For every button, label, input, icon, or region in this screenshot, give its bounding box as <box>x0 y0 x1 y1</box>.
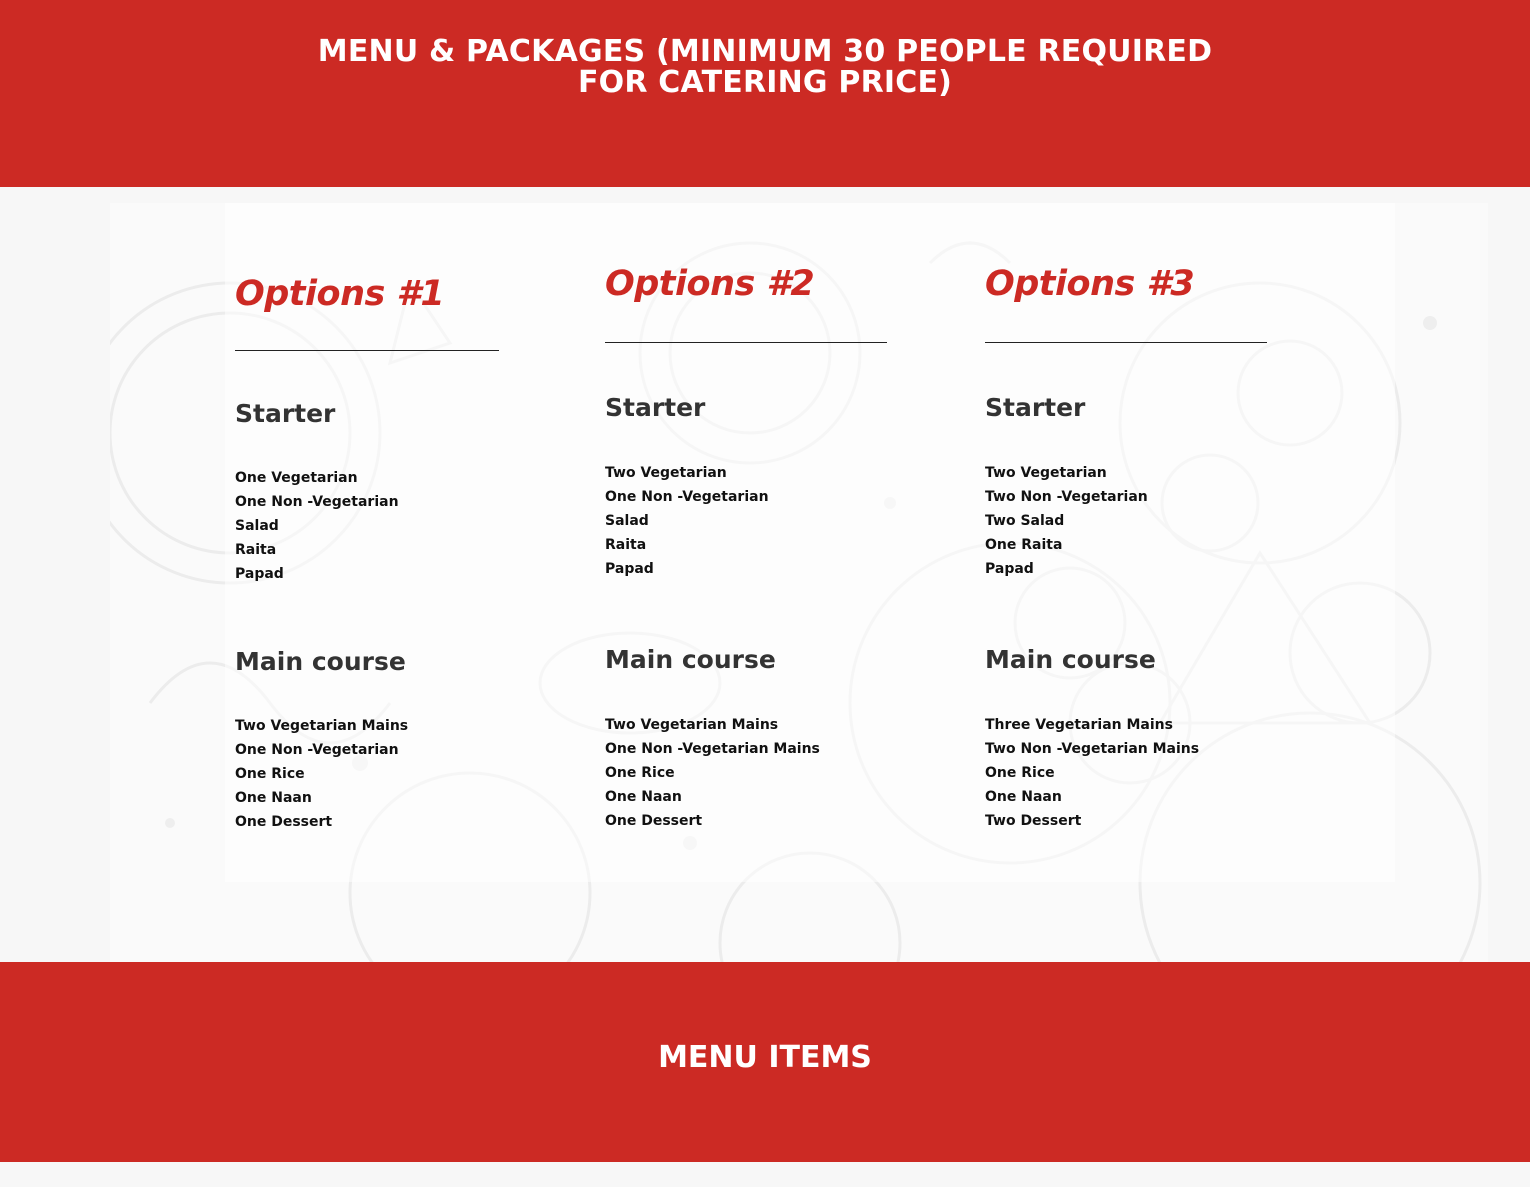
option-1-starter-heading: Starter <box>235 399 336 428</box>
option-3-starter-heading: Starter <box>985 393 1086 422</box>
option-2-main-course-heading: Main course <box>605 645 776 674</box>
list-item: One Naan <box>235 790 312 806</box>
list-item: One Dessert <box>605 813 703 829</box>
option-3-starter-list <box>985 461 1148 581</box>
list-item: Raita <box>235 542 277 558</box>
option-1-title: Options #1 <box>235 274 445 314</box>
option-3-title: Options #3 <box>985 264 1195 304</box>
menu-packages-title <box>0 36 1530 98</box>
list-item: Two Non -Vegetarian Mains <box>985 741 1200 757</box>
list-item: Two Vegetarian <box>605 465 727 481</box>
list-item: Three Vegetarian Mains <box>985 717 1173 733</box>
list-item: Salad <box>605 513 649 529</box>
list-item: Two Salad <box>985 513 1065 529</box>
list-item: Two Dessert <box>985 813 1082 829</box>
option-2-title: Options #2 <box>605 264 815 304</box>
list-item: One Non -Vegetarian Mains <box>605 741 820 757</box>
option-3-main-course-heading: Main course <box>985 645 1156 674</box>
option-2-starter-heading: Starter <box>605 393 706 422</box>
list-item: One Rice <box>985 765 1055 781</box>
list-item: One Non -Vegetarian <box>235 742 399 758</box>
option-1-main-course-list <box>235 714 408 834</box>
list-item: One Naan <box>605 789 682 805</box>
list-item: Papad <box>985 561 1034 577</box>
menu-packages-title-line1: MENU & PACKAGES (MINIMUM 30 PEOPLE REQUIRED <box>317 34 1213 69</box>
menu-items-banner <box>0 962 1530 1162</box>
menu-packages-banner <box>0 0 1530 187</box>
list-item: One Non -Vegetarian <box>235 494 399 510</box>
list-item: Papad <box>235 566 284 582</box>
option-2-starter-list <box>605 461 769 581</box>
list-item: One Naan <box>985 789 1062 805</box>
list-item: Two Vegetarian Mains <box>605 717 779 733</box>
list-item: One Dessert <box>235 814 333 830</box>
option-2-main-course-list <box>605 713 820 833</box>
list-item: Two Vegetarian <box>985 465 1107 481</box>
list-item: Salad <box>235 518 279 534</box>
option-1-starter-list <box>235 466 399 586</box>
option-2-divider <box>605 342 887 343</box>
menu-packages-title-line2: FOR CATERING PRICE) <box>577 65 953 100</box>
list-item: Papad <box>605 561 654 577</box>
option-1-divider <box>235 350 499 351</box>
list-item: One Vegetarian <box>235 470 358 486</box>
list-item: Two Non -Vegetarian <box>985 489 1148 505</box>
list-item: Two Vegetarian Mains <box>235 718 409 734</box>
list-item: One Rice <box>235 766 305 782</box>
list-item: One Rice <box>605 765 675 781</box>
list-item: One Raita <box>985 537 1063 553</box>
menu-items-title: MENU ITEMS <box>658 1040 872 1075</box>
option-1-main-course-heading: Main course <box>235 647 406 676</box>
option-3-main-course-list <box>985 713 1199 833</box>
list-item: One Non -Vegetarian <box>605 489 769 505</box>
list-item: Raita <box>605 537 647 553</box>
option-3-divider <box>985 342 1267 343</box>
